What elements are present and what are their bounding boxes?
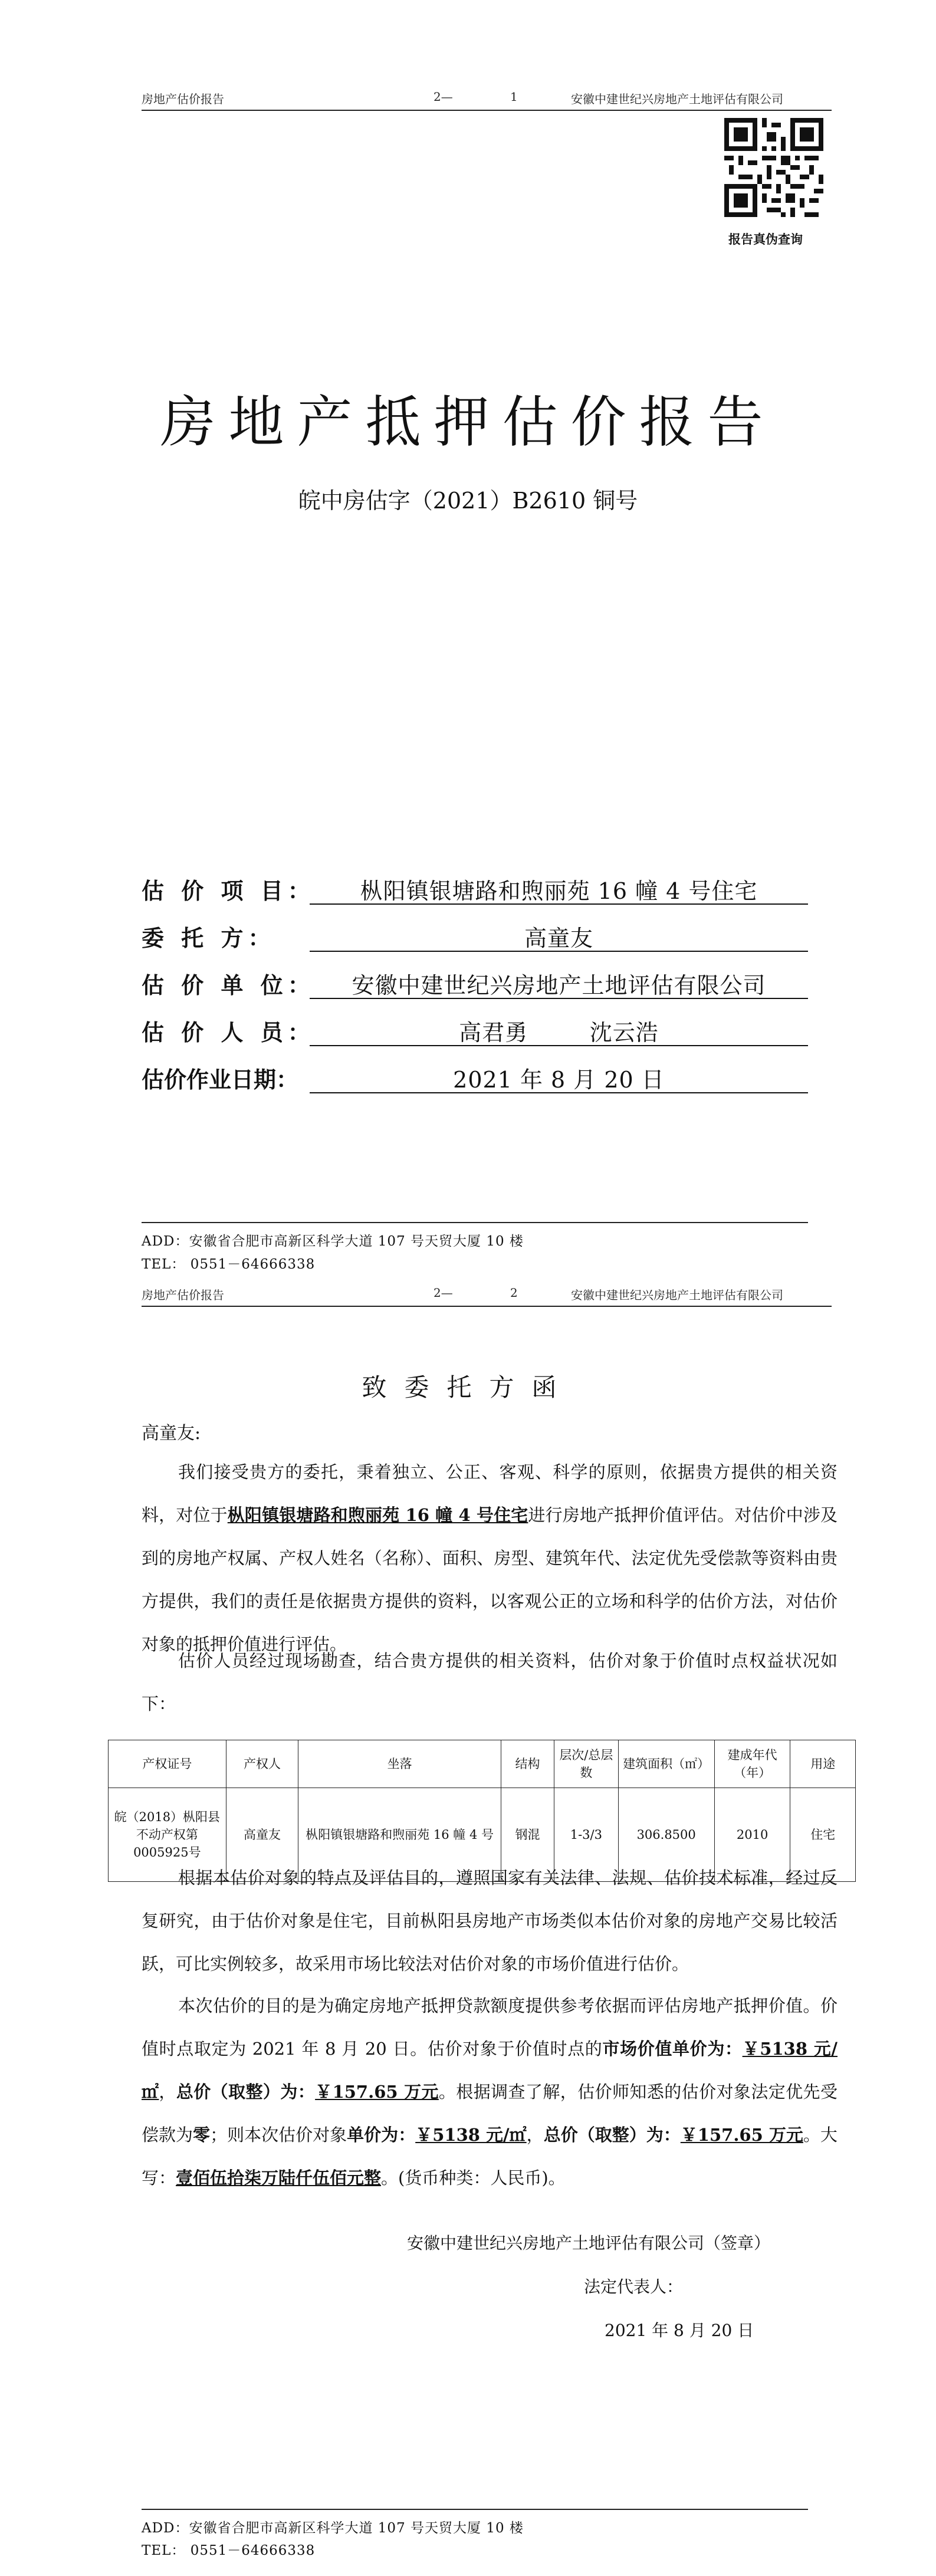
footer-phone: TEL： 0551－64666338: [142, 2543, 316, 2558]
info-value: 2021 年 8 月 20 日: [310, 1062, 808, 1093]
table-header: 产权人: [226, 1740, 298, 1788]
table-cell: 枞阳镇银塘路和煦丽苑 16 幢 4 号: [298, 1788, 501, 1882]
table-cell: 1-3/3: [554, 1788, 618, 1882]
table-cell: 皖（2018）枞阳县不动产权第0005925号: [109, 1788, 226, 1882]
unit-price: ￥5138 元/㎡: [142, 2039, 838, 2102]
table-cell: 306.8500: [618, 1788, 714, 1882]
footer-phone: TEL： 0551－64666338: [142, 1257, 316, 1272]
letter-paragraph-survey: 估价人员经过现场勘查，结合贵方提供的相关资料，估价对象于价值时点权益状况如下：: [142, 1651, 838, 1714]
letter-paragraph-valuation: 本次估价的目的是为确定房地产抵押贷款额度提供参考依据而评估房地产抵押价值。价值时点取定为 2021 年 8 月 20 日。估价对象于价值时点的市场价值单价为：￥5138 元/㎡，总价（取整）为：￥157.65 万元。根据调查了解，估价师知悉的估价对象法定优先受偿款为零；则本次估价对象单价为：￥5138 元/㎡，总价（取整）为：￥157.65 万元。大写：壹佰伍拾柒万陆仟伍佰元整。(货币种类：人民币)。: [142, 1996, 838, 2188]
info-value: 高君勇 沈云浩: [310, 1014, 808, 1046]
header-rule: [142, 110, 832, 111]
report-title: 房地产抵押估价报告: [160, 390, 776, 455]
header-page-number: 1: [510, 90, 518, 104]
table-header: 用途: [790, 1740, 856, 1788]
table-cell: 住宅: [790, 1788, 856, 1882]
header-page-mark: 2—: [433, 90, 453, 104]
signature-date: 2021 年 8 月 20 日: [605, 2321, 754, 2340]
letter-paragraph-intro: 我们接受贵方的委托，秉着独立、公正、客观、科学的原则，依据贵方提供的相关资料，对位于枞阳镇银塘路和煦丽苑 16 幢 4 号住宅进行房地产抵押价值评估。对估价中涉及到的房地产权属、产权人姓名（名称）、面积、房型、建筑年代、法定优先受偿款等资料由贵方提供，我们的责任是依据贵方提供的资料，以客观公正的立场和科学的估价方法，对估价对象的抵押价值进行评估。: [142, 1462, 838, 1654]
signature-company: 安徽中建世纪兴房地产土地评估有限公司（签章）: [407, 2233, 771, 2253]
table-header: 产权证号: [109, 1740, 226, 1788]
header-left: 房地产估价报告: [142, 92, 224, 106]
header-right: 安徽中建世纪兴房地产土地评估有限公司: [571, 92, 783, 106]
table-cell: 高童友: [226, 1788, 298, 1882]
total-price: ￥157.65 万元: [315, 2082, 439, 2102]
document-number: 皖中房估字（2021）B2610 铜号: [298, 488, 638, 514]
table-header: 建筑面积（㎡）: [618, 1740, 714, 1788]
info-value: 安徽中建世纪兴房地产土地评估有限公司: [310, 967, 808, 999]
header-page-mark: 2—: [433, 1286, 453, 1300]
property-address: 枞阳镇银塘路和煦丽苑 16 幢 4 号住宅: [227, 1505, 528, 1525]
table-header-row: [109, 1740, 856, 1788]
letter-paragraph-method: 根据本估价对象的特点及评估目的，遵照国家有关法律、法规、估价技术标准，经过反复研究，由于估价对象是住宅，目前枞阳县房地产市场类似本估价对象的房地产交易比较活跃，可比实例较多，故采用市场比较法对估价对象的市场价值进行估价。: [142, 1868, 838, 1974]
final-unit-price: ￥5138 元/㎡: [415, 2125, 527, 2145]
table-header: 层次/总层数: [554, 1740, 618, 1788]
info-label: 估 价 人 员：: [142, 1019, 315, 1046]
header-right: 安徽中建世纪兴房地产土地评估有限公司: [571, 1288, 783, 1302]
header-rule: [142, 1306, 832, 1307]
footer-rule: [142, 1222, 808, 1223]
qr-code-icon[interactable]: [724, 118, 823, 217]
info-label: 估 价 项 目：: [142, 878, 315, 904]
header-left: 房地产估价报告: [142, 1288, 224, 1302]
table-cell: 钢混: [501, 1788, 554, 1882]
letter-title: 致委托方函: [362, 1373, 574, 1402]
info-label: 委 托 方：: [142, 925, 275, 951]
header-page-number: 2: [510, 1286, 518, 1300]
info-label: 估价作业日期：: [142, 1066, 299, 1093]
letter-salutation: 高童友:: [142, 1423, 201, 1444]
table-header: 坐落: [298, 1740, 501, 1788]
info-value: 高童友: [310, 920, 808, 952]
table-header: 建成年代（年）: [714, 1740, 790, 1788]
info-label: 估 价 单 位：: [142, 972, 315, 998]
footer-address: ADD：安徽省合肥市高新区科学大道 107 号天贸大厦 10 楼: [142, 1234, 524, 1249]
signature-legal-rep: 法定代表人：: [584, 2277, 684, 2296]
table-header: 结构: [501, 1740, 554, 1788]
final-total-price: ￥157.65 万元: [680, 2125, 803, 2145]
qr-caption: 报告真伪查询: [728, 232, 803, 247]
footer-address: ADD：安徽省合肥市高新区科学大道 107 号天贸大厦 10 楼: [142, 2521, 524, 2536]
table-cell: 2010: [714, 1788, 790, 1882]
footer-rule: [142, 2509, 808, 2510]
total-price-in-words: 壹佰伍拾柒万陆仟伍佰元整: [176, 2168, 382, 2188]
info-value: 枞阳镇银塘路和煦丽苑 16 幢 4 号住宅: [310, 873, 808, 905]
